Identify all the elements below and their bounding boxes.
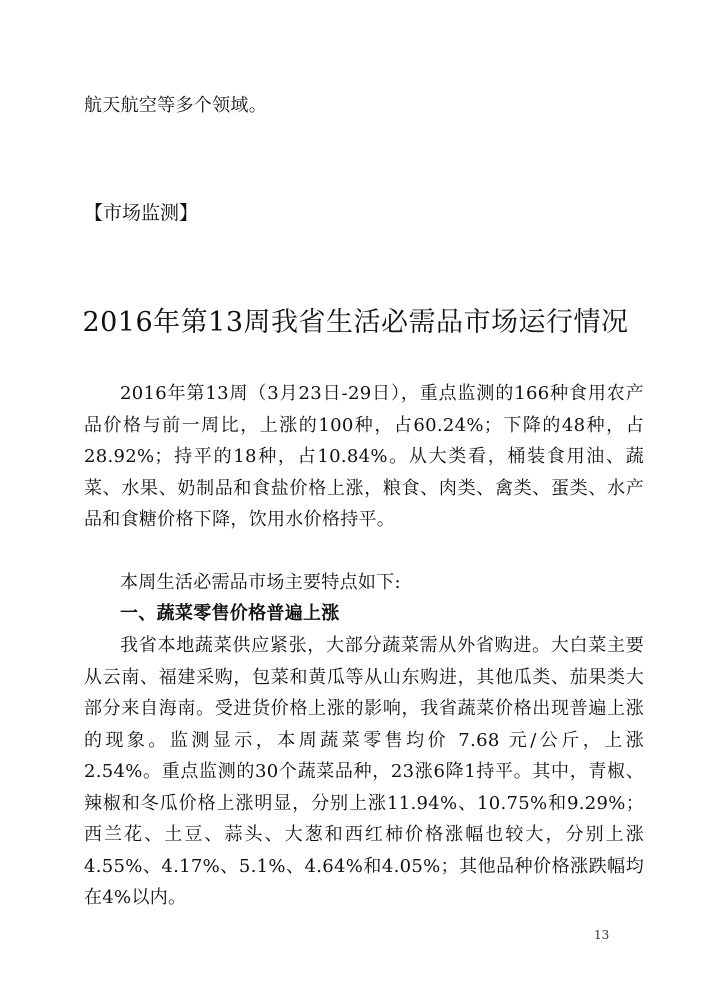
paragraph-intro: 本周生活必需品市场主要特点如下: bbox=[120, 572, 401, 593]
paragraph-vegetables: 我省本地蔬菜供应紧张，大部分蔬菜需从外省购进。大白菜主要从云南、福建采购，包菜和黄瓜等从山东购进，其他瓜类、茄果类大部分来自海南。受进货价格上涨的影响，我省蔬菜价格出现普遍上涨的现象。监测显示，本周蔬菜零售均价 7.68 元/公斤，上涨 2.54%。重点监测的30个蔬菜品种，23涨6降1持平。其中，青椒、辣椒和冬瓜价格上涨明显，分别上涨11.94%、10.75%和9.29%；西兰花、土豆、蒜头、大葱和西红柿价格涨幅也较大，分别上涨4.55%、4.17%、5.1%、4.64%和4.05%；其他品种价格涨跌幅均在4%以内。 bbox=[84, 635, 644, 908]
paragraph-summary: 2016年第13周（3月23日-29日），重点监测的166种食用农产品价格与前一周比，上涨的100种，占60.24%；下降的48种，占28.92%；持平的18种，占10.84%。从大类看，桶装食用油、蔬菜、水果、奶制品和食盐价格上涨，粮食、肉类、禽类、蛋类、水产品和食糖价格下降，饮用水价格持平。 bbox=[84, 383, 644, 530]
page-title: 2016年第13周我省生活必需品市场运行情况 bbox=[82, 307, 629, 338]
page-number: 13 bbox=[594, 928, 610, 942]
subheading-vegetables: 一、蔬菜零售价格普遍上涨 bbox=[120, 603, 340, 624]
section-tag: 【市场监测】 bbox=[84, 202, 199, 224]
continued-text-fragment: 航天航空等多个领域。 bbox=[84, 95, 267, 116]
